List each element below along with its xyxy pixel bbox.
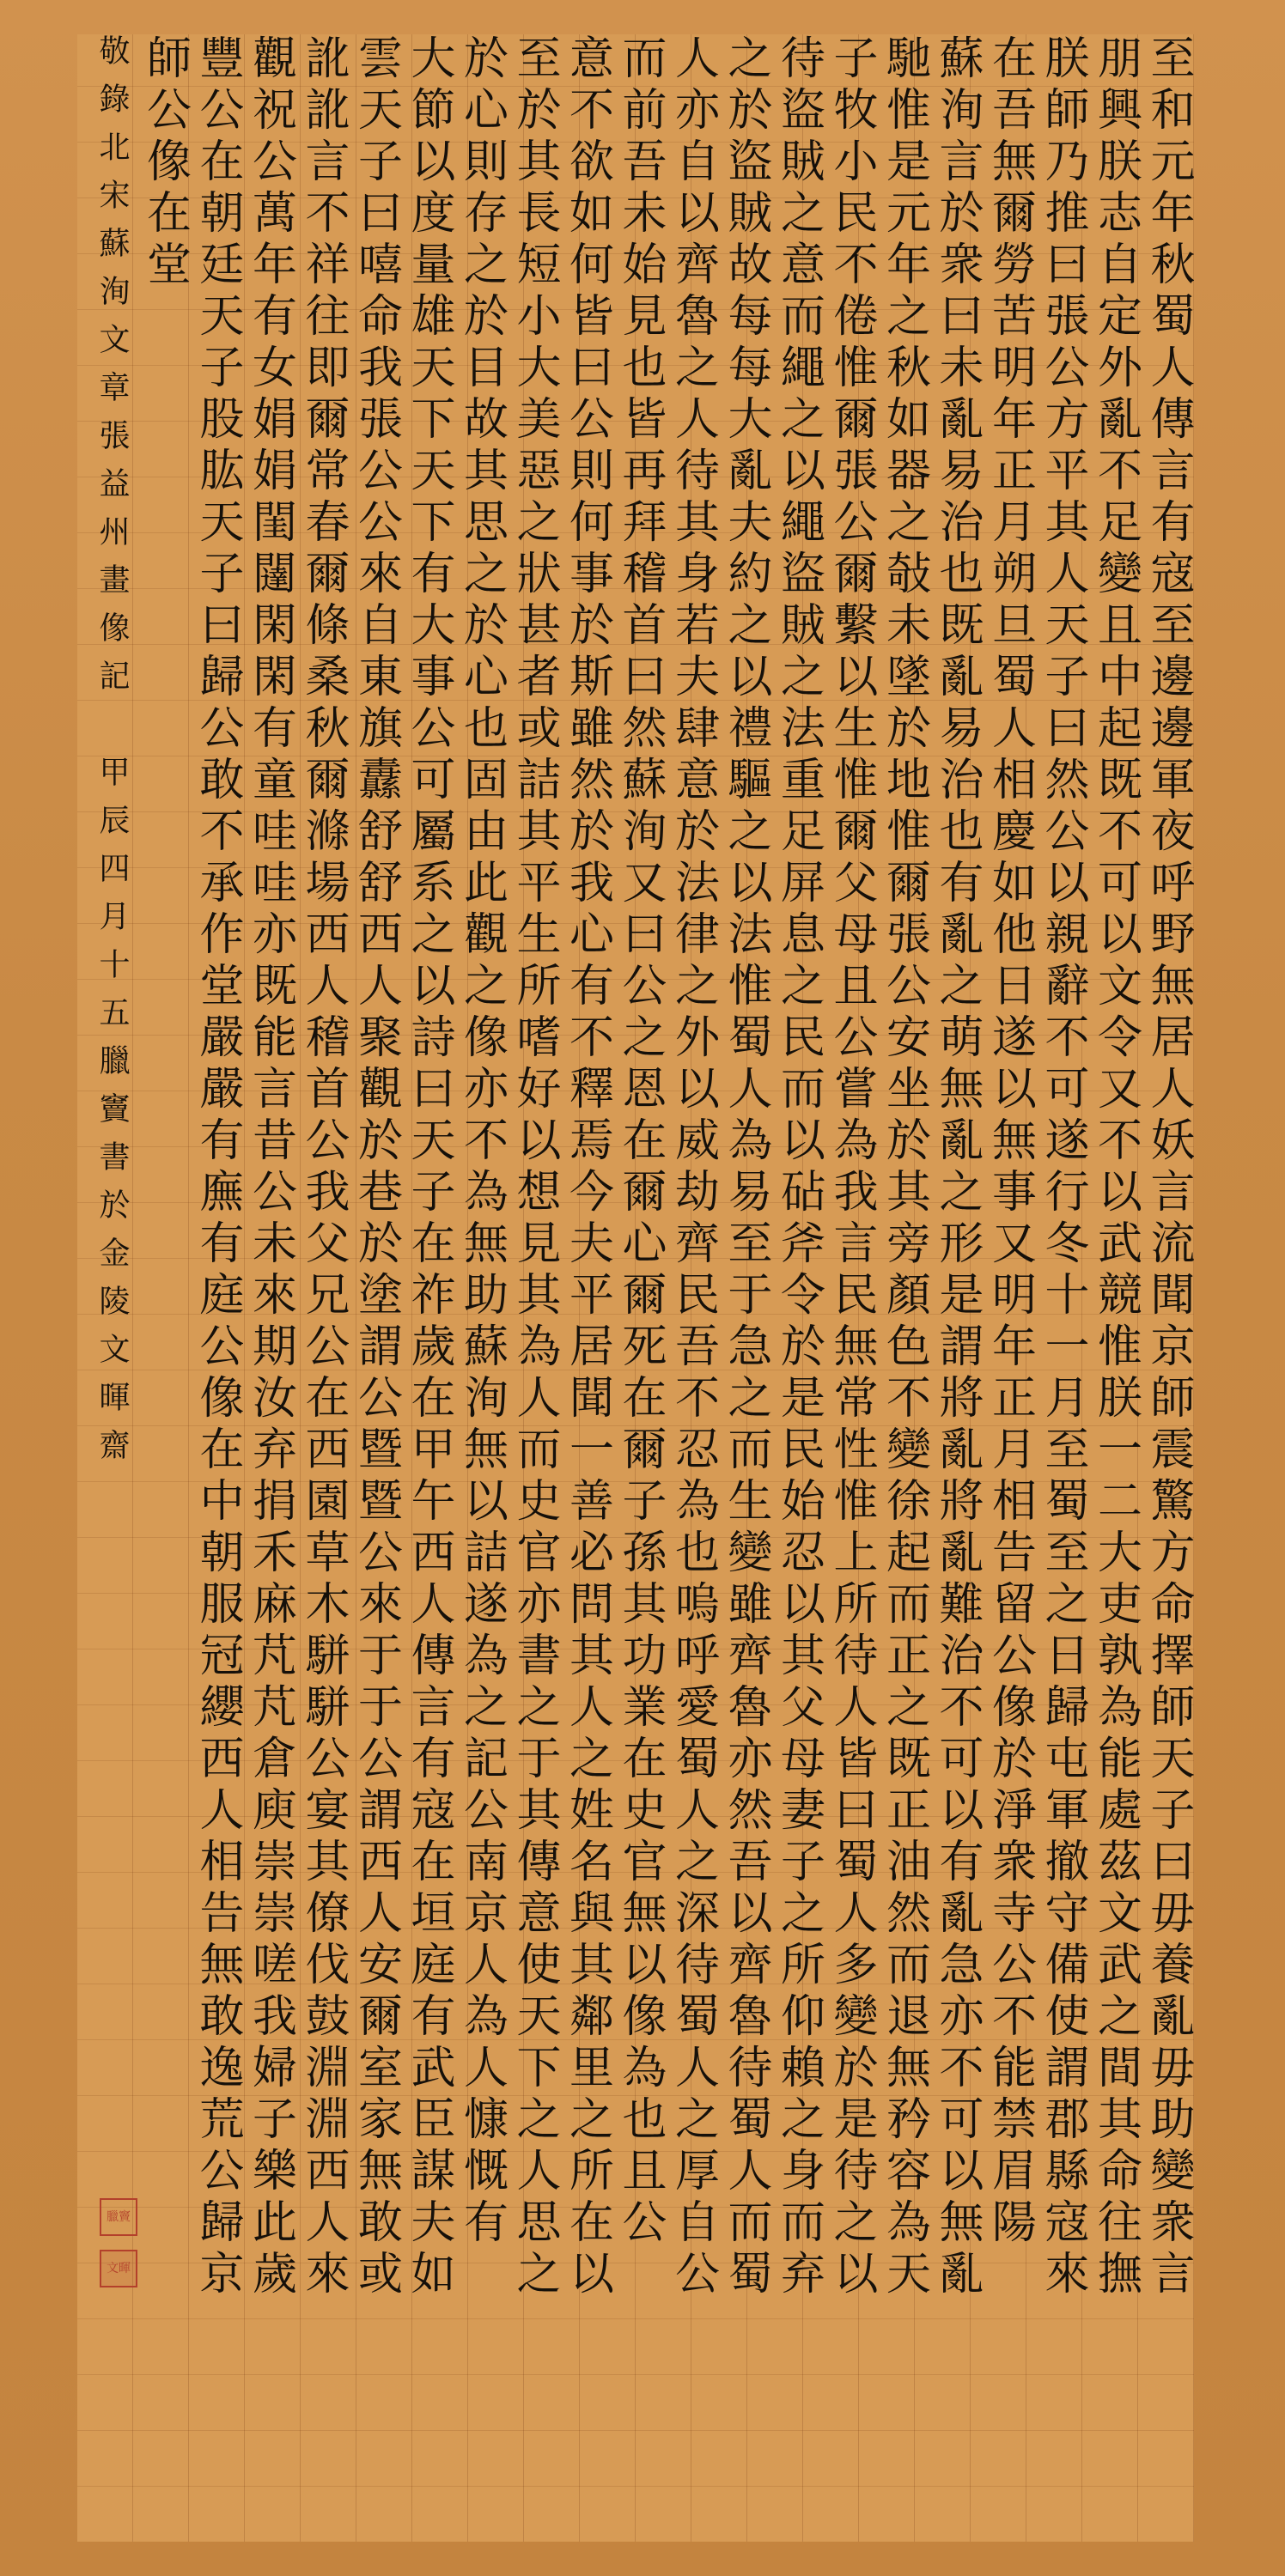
seal-stamp: 臘竇	[100, 2198, 137, 2236]
text-column: 豐公在朝廷天子股肱天子曰歸公敢不承作堂嚴嚴有廡有庭公像在中朝服冠纓西人相告無敢逸荒公歸京	[192, 34, 243, 2301]
text-column: 意不欲如何皆曰公則何事於斯雖然於我心有不釋焉今夫平居聞一善必問其人之姓名與其鄰里之所在以	[561, 34, 613, 2301]
text-column: 至於其長短小大美惡之狀甚者或詰其平生所嗜好以想見其為人而史官亦書之于其傳意使天下之人思之	[509, 34, 560, 2301]
text-column: 觀祝公萬年有女娟娟閨闥閑閑有童哇哇亦既能言昔公未來期汝弃捐禾麻芃芃倉庾崇崇嗟我婦子樂此歲	[244, 34, 296, 2301]
text-column: 馳惟是元年之秋如器之敧未墜於地惟爾張公安坐於其旁顏色不變徐起而正之既正油然而退無矜容為天	[878, 34, 930, 2301]
text-column: 雲天子曰嘻命我張公公來自東旗纛舒舒西人聚觀於巷於塗謂公暨暨公來于于公謂西人安爾室家無敢或	[350, 34, 402, 2301]
text-column: 在吾無爾勞苦明年正月朔旦蜀人相慶如他日遂以無事又明年正月相告留公像於淨衆寺公不能禁眉陽	[984, 34, 1036, 2250]
text-column: 大節以度量雄天下天下有大事公可屬系之以詩曰天子在祚歲在甲午西人傳言有寇在垣庭有武臣謀夫如	[403, 34, 454, 2301]
text-column: 師公像在堂	[138, 34, 191, 292]
text-column: 朋興朕志自定外亂不足變且中起既不可以文令又不以武競惟朕一二大吏孰為能處茲文武之間其命往撫	[1089, 34, 1142, 2301]
text-column: 訛訛言不祥往即爾常春爾條桑秋爾滌場西人稽首公我父兄公在西園草木駢駢公宴其僚伐鼓淵淵西人來	[297, 34, 349, 2301]
text-column: 之於盜賊故每每大亂夫約之以禮驅之以法惟蜀人為易至于急之而生變雖齊魯亦然吾以齊魯待蜀人而蜀	[720, 34, 771, 2301]
text-column: 待盜賊之意而繩之以繩盜賊之法重足屏息之民而以砧斧令於是民始忍以其父母妻子之所仰賴之身而弃	[772, 34, 825, 2301]
seal-stamps	[93, 2198, 144, 2353]
seal-stamp: 文暉	[100, 2250, 137, 2287]
text-column: 而前吾未始見也皆再拜稽首曰然蘇洵又曰公之恩在爾心爾死在爾子孫其功業在史官無以像為也且公	[614, 34, 666, 2250]
text-column: 人亦自以齊魯之人待其身若夫肆意於法律之外以威劫齊民吾不忍為也嗚呼愛蜀人之深待蜀人之厚自公	[667, 34, 719, 2301]
text-column: 朕師乃推曰張公方平其人天子曰然公以親辭不可遂行冬十一月至蜀至之日歸屯軍撤守備使謂郡縣寇來	[1037, 34, 1088, 2301]
text-column: 蘇洵言於衆曰未亂易治也既亂易治也有亂之萌無亂之形是謂將亂將亂難治不可以有亂急亦不可以無亂	[931, 34, 983, 2301]
colophon: 敬錄北宋蘇洵文章張益州畫像記 甲辰四月十五臘竇書於金陵文暉齋	[94, 34, 130, 1477]
text-column: 至和元年秋蜀人傳言有寇至邊邊軍夜呼野無居人妖言流聞京師震驚方命擇師天子曰毋養亂毋助變衆言	[1142, 34, 1194, 2301]
calligraphy-text	[86, 34, 1194, 2542]
text-column: 子牧小民不倦惟爾張公爾繫以生惟爾父母且公嘗為我言民無常性惟上所待人皆曰蜀人多變於是待之以	[825, 34, 877, 2301]
text-column: 於心則存之於目故其思之於心也固由此觀之像亦不為無助蘇洵無以詰遂為之記公南京人為人慷慨有	[455, 34, 508, 2250]
